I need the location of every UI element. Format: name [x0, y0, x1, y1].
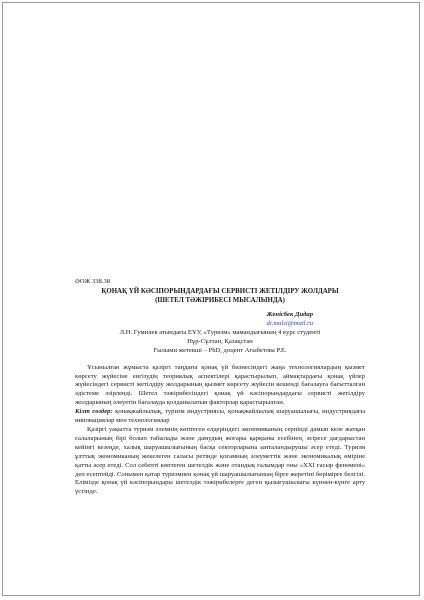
- paper-page: [75, 278, 365, 497]
- udc-code: ӘОЖ 338.38: [75, 278, 111, 285]
- author-name: Женісбек Дидар: [266, 311, 313, 319]
- spacer: [75, 356, 365, 364]
- paper-subtitle: (ШЕТЕЛ ТӘЖІРИБЕСІ МЫСАЛЫНДА): [155, 296, 285, 304]
- author-email[interactable]: di.malsi@mail.ru: [266, 320, 313, 327]
- page-frame: [2, 2, 420, 596]
- keywords-text: қонақжайлылық, туризм индустриясы, қонақжайлылық шаруашылығы, индустриядағы инновациялар мен технологиялар: [75, 408, 366, 425]
- body-paragraph: Қазіргі уақытта туризм әлемнің көптеген елдеріндегі экономиканың серпінді дамып келе жатқан салаларының бірі болып табылады және дамудың жоғары қарқыны есебінен, әсіресе дағдарыстан кейінгі кезеңде, халық шаруашылығының басқа секторларына ынталандырушы әсер етеді. Туризм ұлттық экономиканың жекелеген саласы ретінде қоғамның әлеуметтік және экономикалық өміріне қатты әсер етеді. Сол себепті көптеген шетелдік және отандық ғалымдар оны «XXI ғасыр феномені» деп есептейді. Сонымен қатар туризмнен қонақ үй шаруашылығының бірге жеретіні бөрімірге белгілі. Елімізде қонақ үй кәсіпорындары шетелдік тәжірибелерге деген қызығушылығы күннен-күнге арту үстінде.: [75, 425, 365, 496]
- author-affiliation: Л.Н. Гумилев атындағы ЕҰУ, «Туризм» мамандығының 4 курс студенті: [119, 328, 321, 336]
- keywords: [75, 408, 365, 426]
- keywords-label: Кілт сөздер:: [75, 408, 113, 416]
- paper-title: ҚОНАҚ ҮЙ КӘСІПОРЫНДАРДАҒЫ СЕРВИСТІ ЖЕТІЛДІРУ ЖОЛДАРЫ: [101, 287, 339, 295]
- abstract: Ұсынылған жұмыста қазіргі таңдағы қонақ үй бизнесіндегі жаңа технологиялардың қызмет көрсету жүйесіне енгізудің теориялық аспектілері қарастырылып, аймақтардағы қонақ үйлер жүйесіндегі сервисті жетілдіру жолдарының қызмет көрсету жүйесін кешенді бағалауға бағытталған әдістеме әзірленді. Шетел тәжірибесіндегі қонақ үй кәсіпорындардағы сервисті жетілдіру жолдарының әлеуетін бағалауда қолданылатын факторлар қарастырылған.: [75, 363, 365, 407]
- supervisor-line: Ғылыми жетекші – PhD, доцент Агыбетова Р.Е.: [153, 346, 287, 354]
- author-city: Нұр-Сұлтан, Қазақстан: [187, 337, 253, 345]
